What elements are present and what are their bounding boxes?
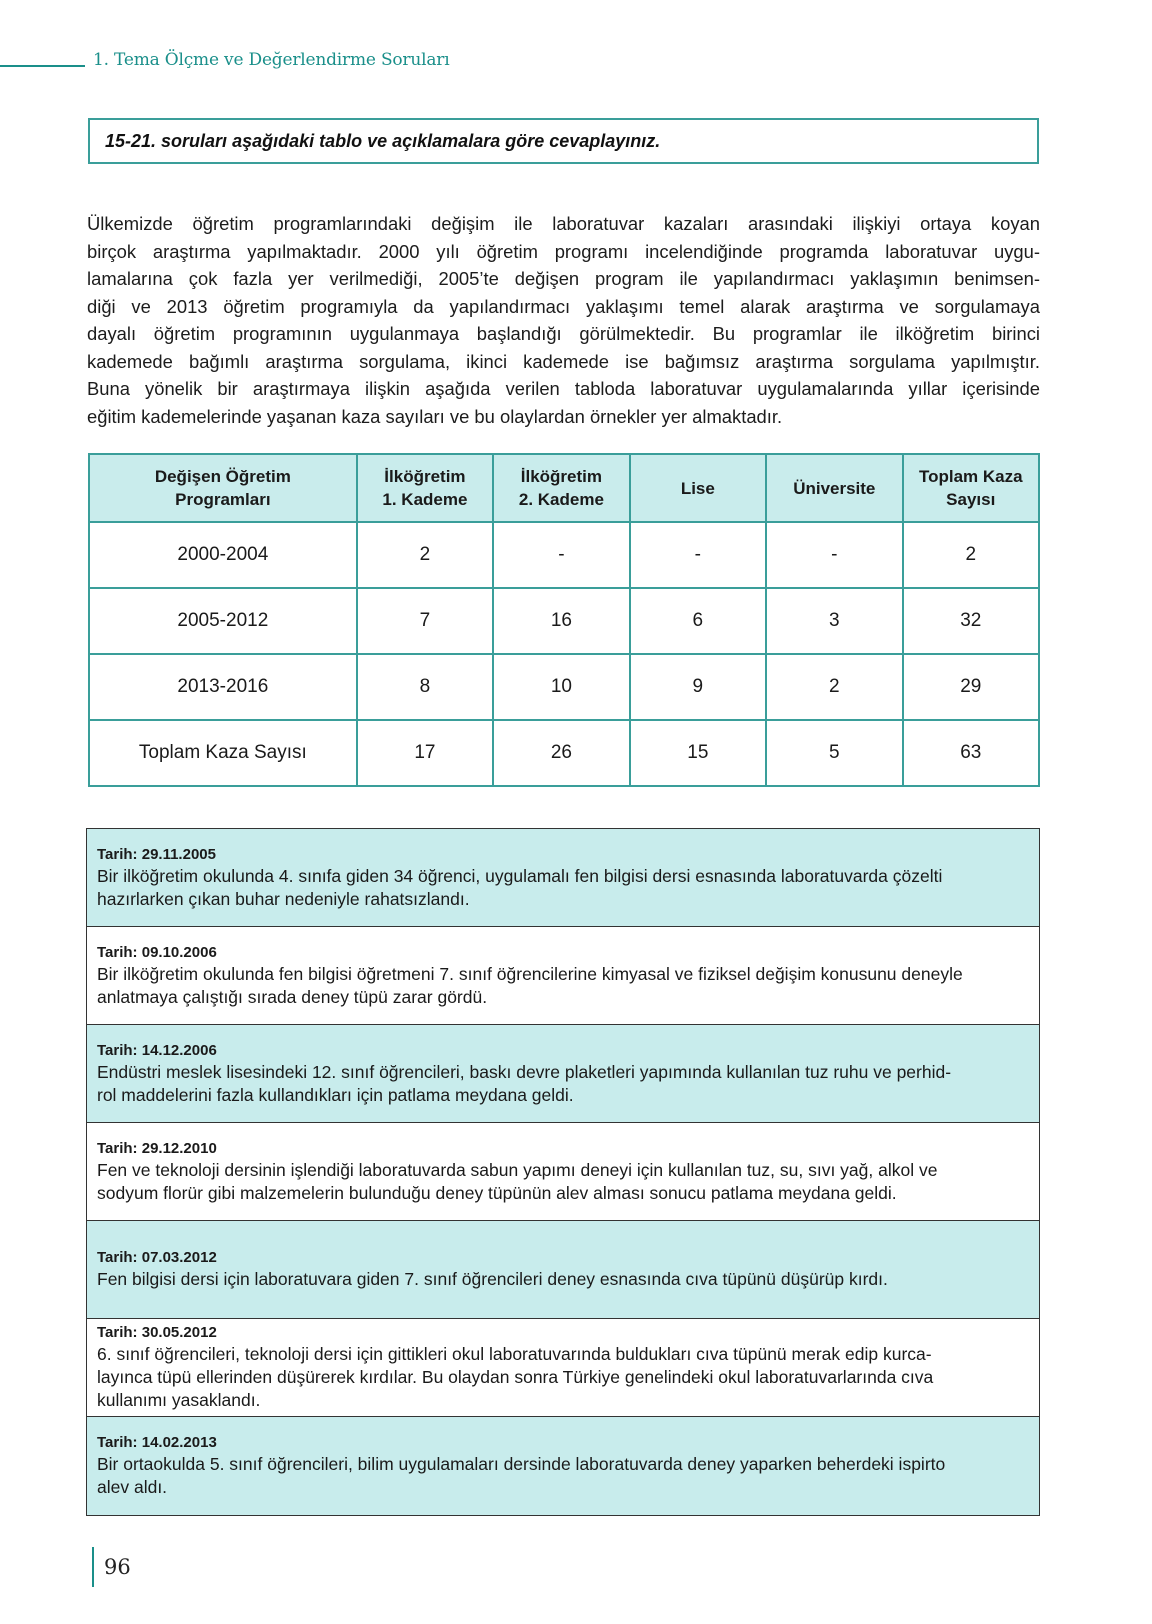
table-row	[89, 588, 1039, 654]
table-cell: 63	[903, 720, 1039, 786]
incident-description: Bir ilköğretim okulunda fen bilgisi öğretmeni 7. sınıf öğrencilerine kimyasal ve fiziksel değişim konusunu deneyle anlatmaya çalıştığı sırada deney tüpü zarar gördü.	[97, 963, 963, 1007]
table-cell: 10	[493, 654, 629, 720]
intro-line: diği ve 2013 öğretim programıyla da yapılandırmacı yaklaşımı temel alarak araştırma ve sorgulamaya	[87, 295, 1040, 317]
incident-description: Fen bilgisi dersi için laboratuvara giden 7. sınıf öğrencileri deney esnasında cıva tüpünü düşürüp kırdı.	[97, 1269, 888, 1289]
table-cell: 5	[766, 720, 902, 786]
incident-date: Tarih: 09.10.2006	[97, 943, 217, 961]
table-cell: 32	[903, 588, 1039, 654]
incident-date: Tarih: 29.12.2010	[97, 1139, 217, 1157]
incident-description: 6. sınıf öğrencileri, teknoloji dersi için gittikleri okul laboratuvarında buldukları cıva tüpünü merak edip kurca- layınca tüpü ellerinden düşürerek kırdılar. Bu olaydan sonra Türkiye genelindeki okul laboratuvarlarında cıva kullanımı yasaklandı.	[97, 1344, 934, 1410]
running-header	[0, 48, 600, 72]
table-cell: Toplam Kaza Sayısı	[89, 720, 357, 786]
table-cell: -	[630, 522, 766, 588]
incident-item	[87, 1319, 1039, 1417]
incident-item	[87, 829, 1039, 927]
incident-item	[87, 1221, 1039, 1319]
running-title: 1. Tema Ölçme ve Değerlendirme Soruları	[93, 50, 450, 70]
table-cell: 7	[357, 588, 493, 654]
page-number-text: 96	[104, 1555, 131, 1579]
intro-line: Buna yönelik bir araştırmaya ilişkin aşağıda verilen tabloda laboratuvar uygulamalarında yıllar içerisinde	[87, 378, 1040, 399]
table-cell: 15	[630, 720, 766, 786]
table-cell: 2013-2016	[89, 654, 357, 720]
instruction-box	[88, 118, 1039, 164]
table-cell: 29	[903, 654, 1039, 720]
table-row	[89, 654, 1039, 720]
table-cell: 2005-2012	[89, 588, 357, 654]
table-row	[89, 522, 1039, 588]
table-cell: 2	[357, 522, 493, 588]
intro-line: Ülkemizde öğretim programlarındaki değişim ile laboratuvar kazaları arasındaki ilişkiyi ortaya koyan	[87, 213, 1040, 234]
header-university: Üniversite	[766, 454, 902, 522]
incident-description: Bir ilköğretim okulunda 4. sınıfa giden 34 öğrenci, uygulamalı fen bilgisi dersi esnasında laboratuvarda çözelti hazırlarken çıkan buhar nedeniyle rahatsızlandı.	[97, 865, 943, 909]
accident-table	[88, 453, 1040, 787]
incident-description: Bir ortaokulda 5. sınıf öğrencileri, bilim uygulamaları dersinde laboratuvarda deney yaparken beherdeki ispirto alev aldı.	[97, 1454, 946, 1497]
intro-line: dayalı öğretim programının uygulanmaya başlandığı görülmektedir. Bu programlar ile ilköğretim birinci	[87, 323, 1040, 344]
incident-item	[87, 1025, 1039, 1123]
header-high-school: Lise	[630, 454, 766, 522]
instruction-text: 15-21. soruları aşağıdaki tablo ve açıklamalara göre cevaplayınız.	[105, 130, 661, 151]
incident-date: Tarih: 30.05.2012	[97, 1324, 217, 1341]
incident-item	[87, 1123, 1039, 1221]
table-total-row	[89, 720, 1039, 786]
incident-date: Tarih: 14.02.2013	[97, 1434, 217, 1451]
table-header-row	[89, 454, 1039, 522]
incident-description: Fen ve teknoloji dersinin işlendiği laboratuvarda sabun yapımı deneyi için kullanılan tuz, su, sıvı yağ, alkol ve sodyum florür gibi malzemelerin bulunduğu deney tüpünün alev alması sonucu patlama meydana geldi.	[97, 1159, 938, 1203]
table-cell: 16	[493, 588, 629, 654]
header-total: Toplam Kaza Sayısı	[903, 454, 1039, 522]
intro-line: kademede bağımlı araştırma sorgulama, ikinci kademede ise bağımsız araştırma sorgulama yapılmıştır.	[87, 350, 1040, 372]
table-cell: 8	[357, 654, 493, 720]
table-cell: -	[493, 522, 629, 588]
intro-paragraph	[87, 210, 1040, 430]
intro-line: lamalarına çok fazla yer verilmediği, 2005’te değişen program ile yapılandırmacı yaklaşımın benimsen-	[87, 268, 1040, 289]
table-cell: 3	[766, 588, 902, 654]
header-primary-2: İlköğretim 2. Kademe	[493, 454, 629, 522]
table-cell: 2	[766, 654, 902, 720]
incident-item	[87, 1417, 1039, 1515]
page-number-bar	[92, 1547, 94, 1587]
incident-item	[87, 927, 1039, 1025]
incident-date: Tarih: 07.03.2012	[97, 1249, 217, 1266]
table-cell: 2	[903, 522, 1039, 588]
table-cell: 2000-2004	[89, 522, 357, 588]
incident-description: Endüstri meslek lisesindeki 12. sınıf öğrencileri, baskı devre plaketleri yapımında kullanılan tuz ruhu ve perhid- rol maddelerini fazla kullandıkları için patlama meydana geldi.	[97, 1061, 952, 1105]
header-rule	[0, 65, 85, 67]
header-programs: Değişen Öğretim Programları	[89, 454, 357, 522]
table-cell: -	[766, 522, 902, 588]
incident-list	[86, 828, 1040, 1516]
table-cell: 26	[493, 720, 629, 786]
table-cell: 6	[630, 588, 766, 654]
incident-date: Tarih: 14.12.2006	[97, 1041, 217, 1059]
table-cell: 9	[630, 654, 766, 720]
incident-date: Tarih: 29.11.2005	[97, 845, 216, 863]
table-cell: 17	[357, 720, 493, 786]
intro-line: eğitim kademelerinde yaşanan kaza sayıları ve bu olaylardan örnekler yer almaktadır.	[87, 405, 783, 427]
header-primary-1: İlköğretim 1. Kademe	[357, 454, 493, 522]
intro-line: birçok araştırma yapılmaktadır. 2000 yılı öğretim programı incelendiğinde programda laboratuvar uygu-	[87, 240, 1040, 262]
